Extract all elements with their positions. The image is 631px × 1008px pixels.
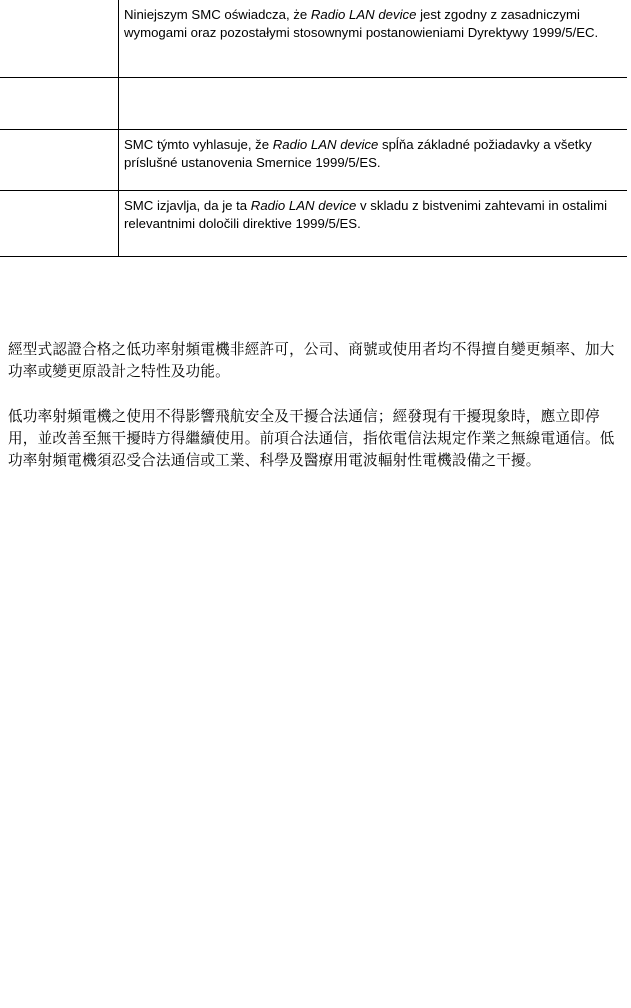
- device-name: Radio LAN device: [272, 137, 379, 152]
- declarations-table: [0, 0, 627, 257]
- declaration-text-cell: [119, 0, 628, 78]
- language-cell: [0, 78, 119, 130]
- declaration-text: [119, 78, 627, 90]
- declaration-text-cell: [119, 78, 628, 130]
- declaration-row-empty: [0, 78, 627, 130]
- declaration-text-before: Niniejszym SMC oświadcza, że: [124, 7, 311, 22]
- regulatory-notice-paragraph-2: 低功率射頻電機之使用不得影響飛航安全及干擾合法通信；經發現有干擾現象時，應立即停用，並改善至無干擾時方得繼續使用。前項合法通信，指依電信法規定作業之無線電通信。低功率射頻電機須忍受合法通信或工業、科學及醫療用電波輻射性電機設備之干擾。: [8, 408, 615, 469]
- language-cell: [0, 0, 119, 78]
- regulatory-notice-paragraph-1: 經型式認證合格之低功率射頻電機非經許可，公司、商號或使用者均不得擅自變更頻率、加大功率或變更原設計之特性及功能。: [8, 341, 615, 380]
- declaration-text-after: jest zgodny z zasadniczymi wymogami oraz pozostałymi stosownymi postanowieniami Dyrektywy 1999/5/EC.: [124, 7, 599, 40]
- language-cell: [0, 130, 119, 191]
- declaration-text-cell: [119, 130, 628, 191]
- declaration-text-after: v skladu z bistvenimi zahtevami in ostalimi relevantnimi določili direktive 1999/5/ES.: [124, 198, 608, 231]
- declaration-row-slovenian: [0, 191, 627, 257]
- declaration-text-cell: [119, 191, 628, 257]
- declaration-text: [119, 130, 627, 178]
- declaration-text-before: SMC izjavlja, da je ta: [124, 198, 251, 213]
- declaration-text-before: SMC týmto vyhlasuje, že: [124, 137, 273, 152]
- declaration-text-after: spĺňa základné požiadavky a všetky príslušné ustanovenia Smernice 1999/5/ES.: [124, 137, 592, 170]
- declaration-text: [119, 191, 627, 239]
- declaration-text: [119, 0, 627, 48]
- language-cell: [0, 191, 119, 257]
- device-name: Radio LAN device: [310, 7, 417, 22]
- declaration-row-polish: [0, 0, 627, 78]
- device-name: Radio LAN device: [250, 198, 357, 213]
- declaration-row-slovak: [0, 130, 627, 191]
